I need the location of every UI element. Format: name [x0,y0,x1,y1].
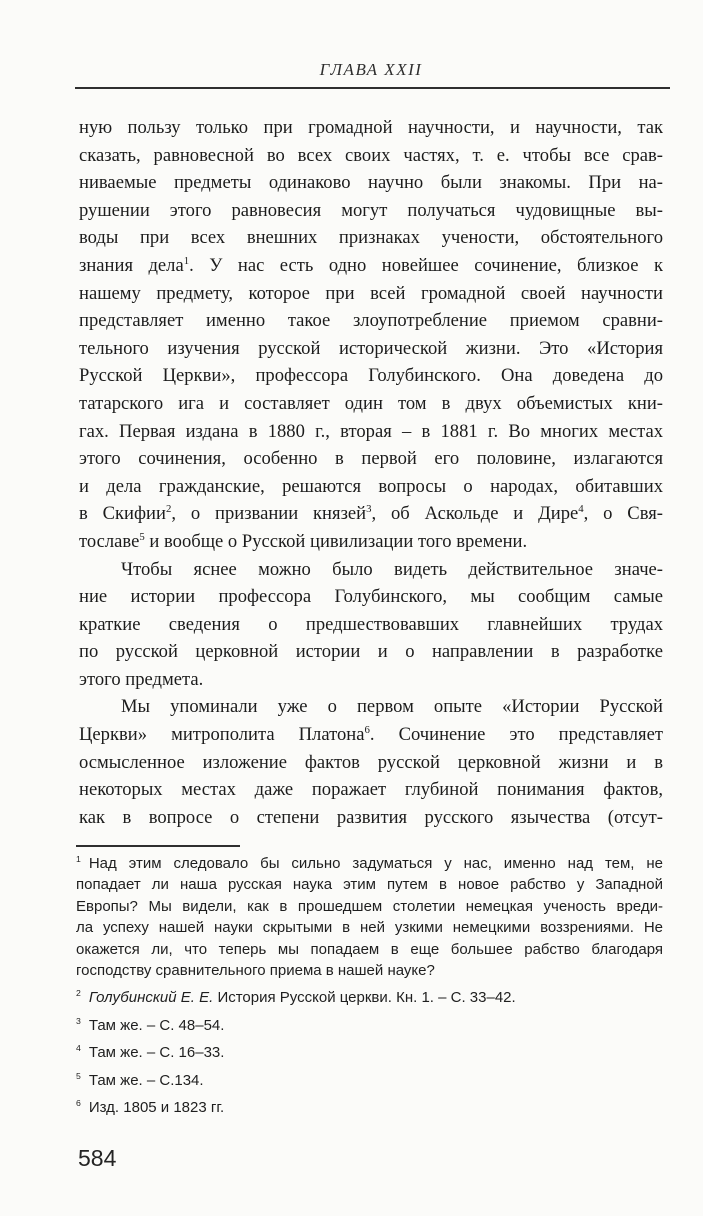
body-text [79,114,663,831]
footnote-item [76,1097,663,1118]
footnote-ref: 1 [183,254,190,267]
footnote-ref: 5 [139,530,145,543]
footnote-item [76,853,663,981]
body-line: осмысленное изложение фактов русской церковной жизни и в [79,751,663,773]
footnote-line: господству сравнительного приема в нашей науке? [76,962,435,980]
footnote-line: Европы? Мы видели, как в прошедшем столетии немецкая ученость вреди- [76,897,663,915]
body-line: воды при всех внешних признаках учености, обстоятельного [79,227,663,249]
body-line: и дела гражданские, решаются вопросы о народах, обитавших [79,475,663,497]
footnote-marker: 5 [76,1070,81,1081]
body-line: Церкви» митрополита Платона$^6$. Сочинение это представляет [79,723,663,746]
footnote-line: $^4$ Там же. – С. 16–33. [76,1043,225,1062]
footnote-line: $^1$ Над этим следовало бы сильно задуматься у нас, именно над тем, не [76,854,663,872]
footnote-item [76,1070,663,1091]
body-line: этого сочинения, особенно в первой его половине, излагаются [79,448,663,470]
footnote-ref: 6 [364,723,370,736]
footnote-line: $^2$ Голубинский Е. Е. История Русской церкви. Кн. 1. – С. 33–42. [76,988,516,1007]
footnote-marker: 4 [76,1043,81,1054]
chapter-header [79,60,663,80]
footnote-marker: 6 [76,1098,81,1109]
body-line: Русской Церкви», профессора Голубинского. Она доведена до [79,365,663,387]
footnote-ref: 2 [165,503,172,516]
body-line: татарского ига и составляет один том в двух объемистых кни- [79,392,663,414]
header-rule [75,87,670,89]
footnote-line: $^5$ Там же. – С.134. [76,1070,204,1089]
body-line: Чтобы яснее можно было видеть действительное значе- [121,558,663,580]
footnotes-block [76,853,663,1124]
body-line: нашему предмету, которое при всей громадной своей научности [79,282,663,304]
body-line: как в вопросе о степени развития русского язычества (отсут- [79,806,663,828]
footnote-marker: 3 [76,1015,81,1026]
body-line: ниваемые предметы одинаково научно были знакомы. При на- [79,172,663,194]
body-line: тельного изучения русской исторической жизни. Это «История [79,337,663,359]
footnote-item [76,1015,663,1036]
body-line: тославе$^5$ и вообще о Русской цивилизации того времени. [79,530,528,552]
body-line: в Скифии$^2$, о призвании князей$^3$, об Аскольде и Дире$^4$, о Свя- [79,503,663,525]
body-line: этого предмета. [79,668,204,690]
italic-text: Голубинский Е. Е. [88,989,214,1007]
footnote-marker: 1 [76,854,81,864]
footnote-ref: 4 [578,503,584,516]
body-line: гах. Первая издана в 1880 г., вторая – в 1881 г. Во многих местах [79,420,663,442]
body-line: сказать, равновесной во всех своих частях, т. е. чтобы все срав- [79,144,663,166]
footnote-line: окажется ли, что теперь мы попадаем в еще большее рабство благодаря [76,940,663,958]
body-line: некоторых местах даже поражает глубиной понимания фактов, [79,779,663,801]
body-line: ние истории профессора Голубинского, мы сообщим самые [79,586,663,608]
body-line: знания дела$^1$. У нас есть одно новейшее сочинение, близкое к [79,254,663,276]
body-line: рушении этого равновесия могут получаться чудовищные вы- [79,199,663,221]
body-line: представляет именно такое злоупотребление приемом сравни- [79,310,663,332]
footnote-item [76,987,663,1008]
body-line: ную пользу только при громадной научности, и научности, так [79,117,663,138]
body-line: краткие сведения о предшествовавших главнейших трудах [79,613,663,635]
footnote-marker: 2 [76,988,81,999]
footnote-line: $^6$ Изд. 1805 и 1823 гг. [76,1098,225,1117]
footnote-line: $^3$ Там же. – С. 48–54. [76,1015,225,1034]
page-number: 584 [78,1145,117,1171]
chapter-title: ГЛАВА XXII [319,60,423,79]
footnote-line: ла успеху нашей науки скрытыми в ней узкими немецкими воззрениями. Не [76,919,663,937]
footnote-ref: 3 [366,503,372,516]
body-line: по русской церковной истории и о направлении в разработке [79,641,663,663]
body-line: Мы упоминали уже о первом опыте «Истории Русской [121,696,663,718]
footnote-separator [76,845,240,847]
footnote-item [76,1042,663,1063]
footnote-line: попадает ли наша русская наука этим путем в новое рабство у Западной [76,876,663,894]
